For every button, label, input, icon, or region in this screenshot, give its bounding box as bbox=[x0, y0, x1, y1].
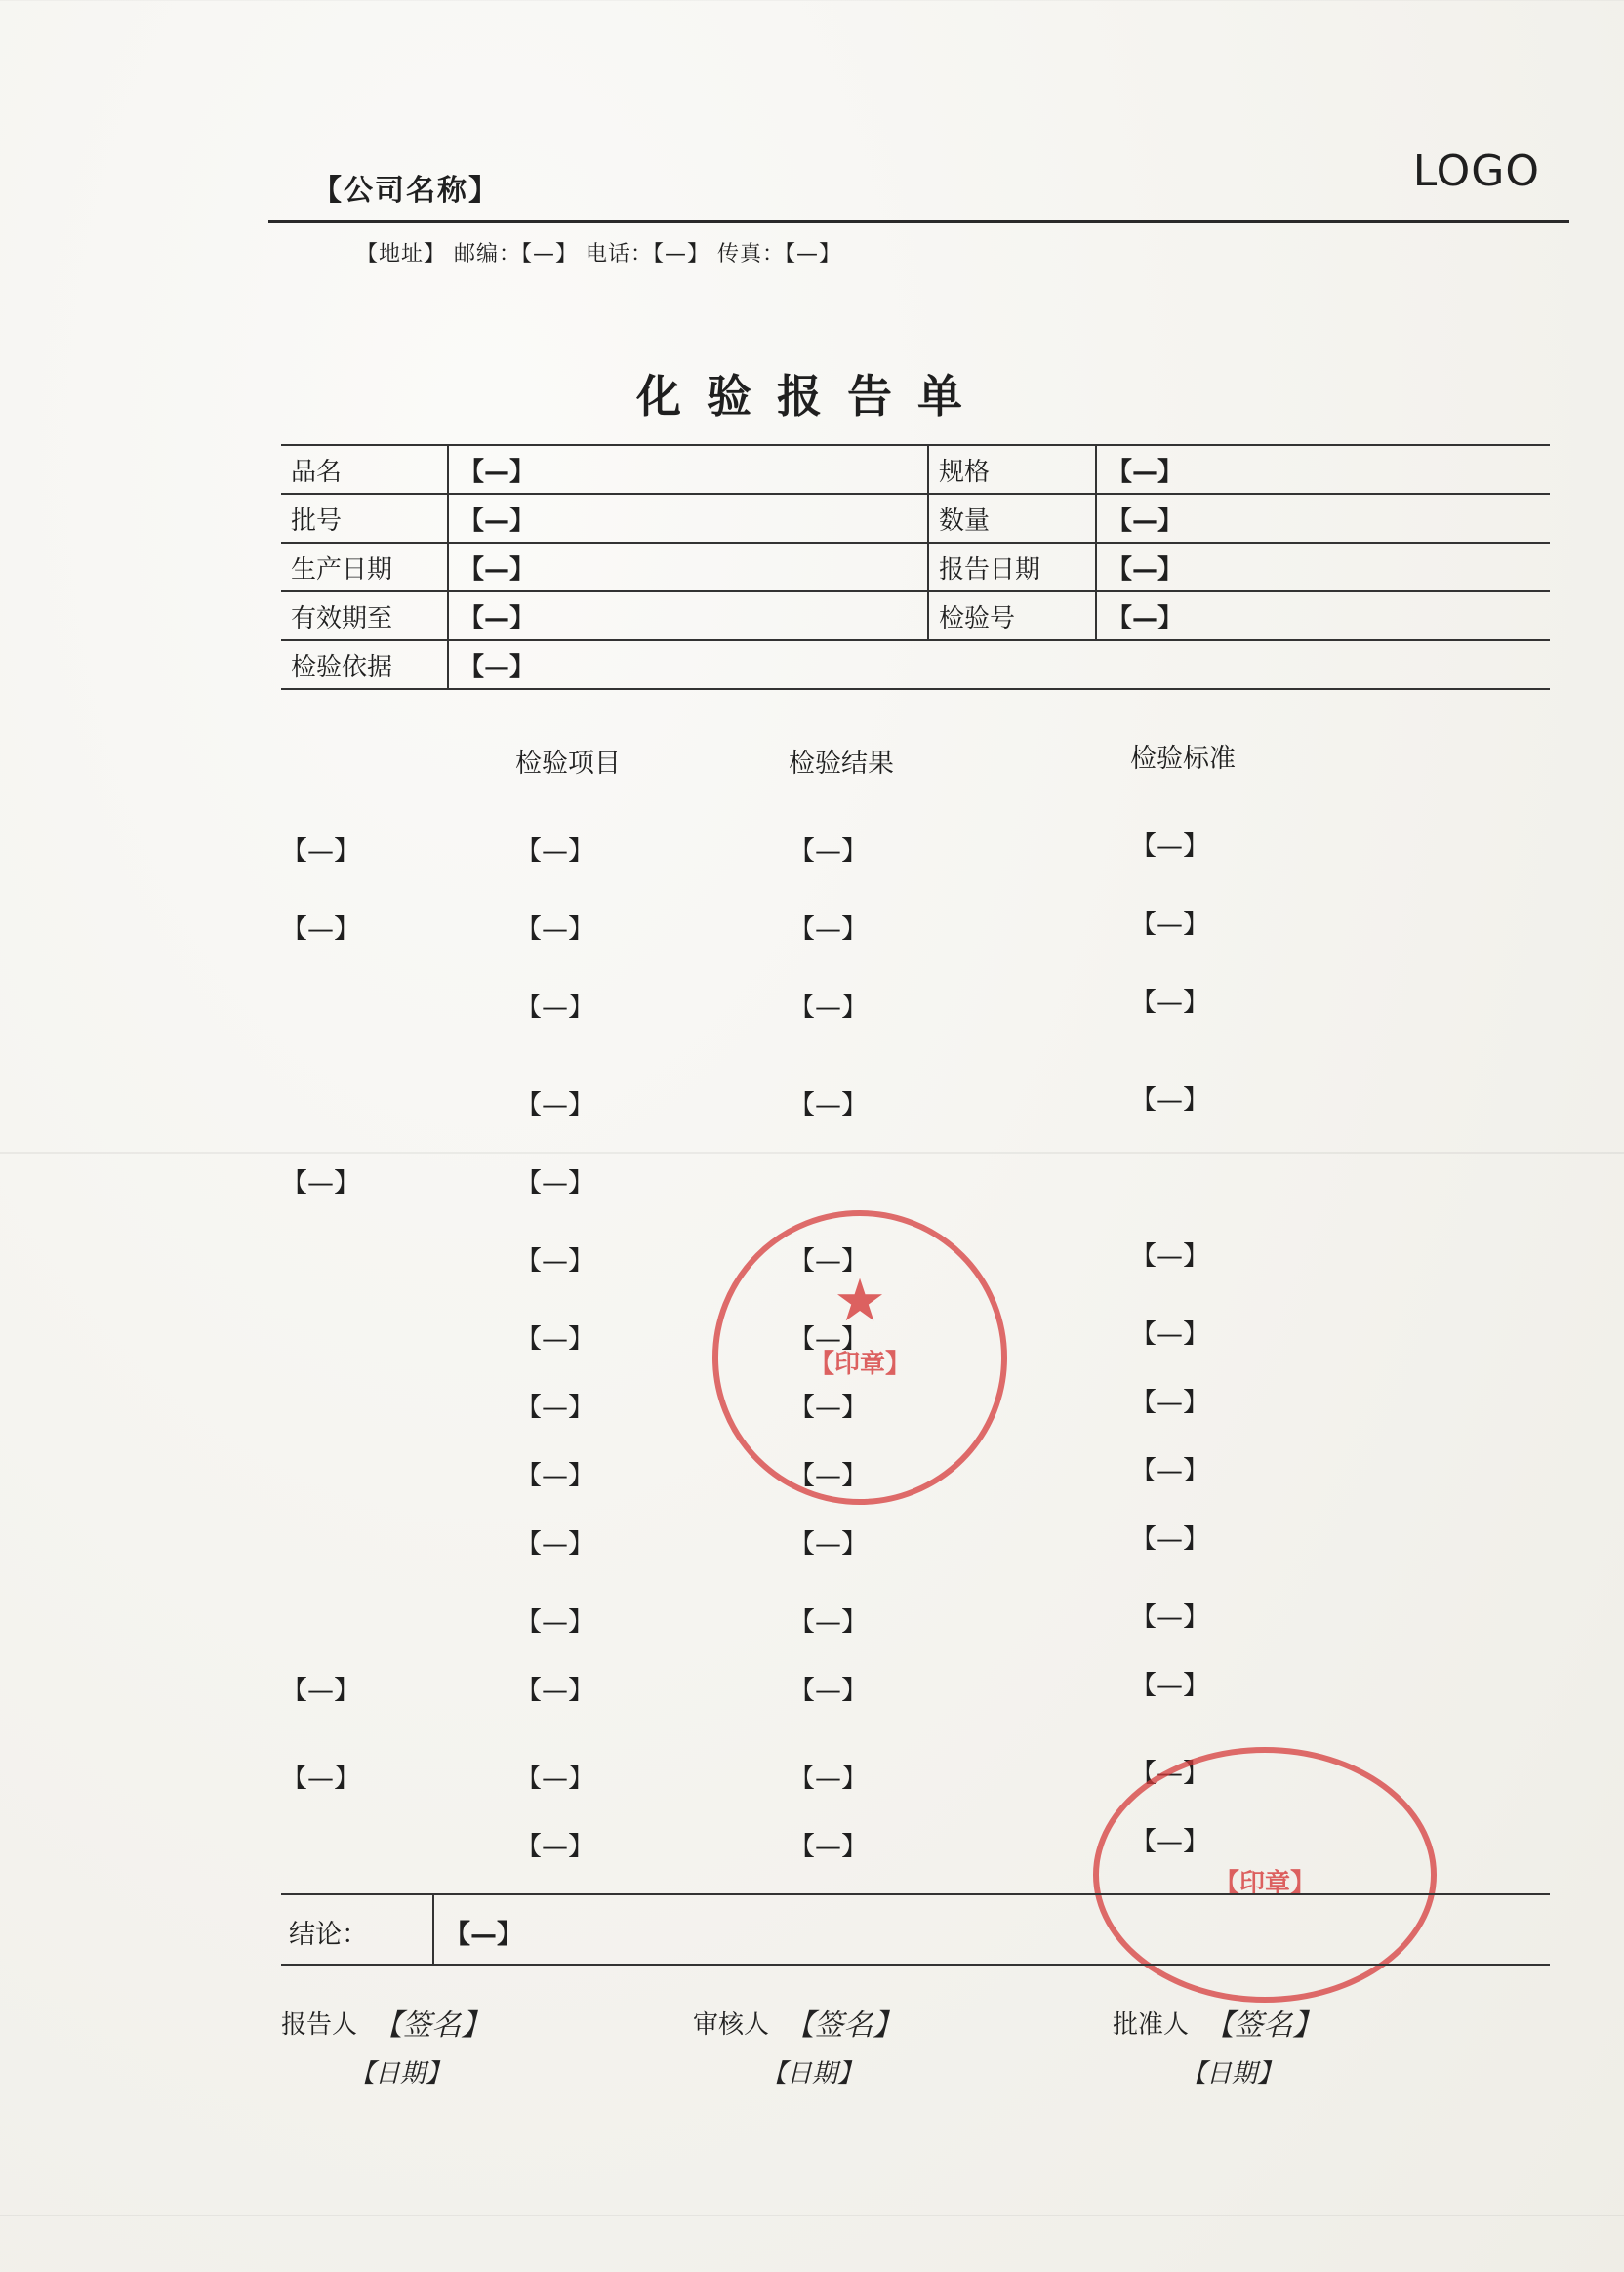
result-item: 【—】 bbox=[515, 1393, 594, 1423]
meta-value: 【—】 bbox=[1096, 543, 1550, 591]
result-standard: 【—】 bbox=[1130, 988, 1209, 1018]
meta-row bbox=[281, 445, 1550, 494]
meta-key: 报告日期 bbox=[928, 543, 1096, 591]
conclusion-text: 【—】 bbox=[432, 1895, 523, 1964]
header-result: 检验结果 bbox=[789, 749, 894, 779]
approver-signature bbox=[1113, 2001, 1321, 2089]
reporter-signature-date: 【日期】 bbox=[349, 2059, 452, 2089]
company-logo: LOGO bbox=[1412, 146, 1540, 196]
seal-star-icon: ★ bbox=[833, 1267, 886, 1336]
result-standard: 【—】 bbox=[1130, 1759, 1209, 1789]
meta-value: 【—】 bbox=[448, 445, 928, 494]
result-value: 【—】 bbox=[789, 1246, 868, 1277]
company-name: 【公司名称】 bbox=[312, 174, 500, 208]
result-item: 【—】 bbox=[515, 1764, 594, 1794]
reporter-signature-name: 【签名】 bbox=[373, 2008, 491, 2043]
meta-row bbox=[281, 543, 1550, 591]
meta-value: 【—】 bbox=[448, 543, 928, 591]
approver-label: 批准人 bbox=[1113, 2009, 1190, 2040]
conclusion-row bbox=[281, 1893, 1550, 1966]
result-value: 【—】 bbox=[789, 1324, 868, 1355]
meta-value: 【—】 bbox=[1096, 445, 1550, 494]
result-standard: 【—】 bbox=[1130, 1603, 1209, 1633]
result-standard: 【—】 bbox=[1130, 1388, 1209, 1418]
result-item: 【—】 bbox=[515, 1529, 594, 1560]
result-value: 【—】 bbox=[789, 1461, 868, 1491]
result-value: 【—】 bbox=[789, 1764, 868, 1794]
result-value: 【—】 bbox=[789, 836, 868, 867]
fold-crease bbox=[0, 1152, 1624, 1154]
meta-key: 有效期至 bbox=[281, 591, 448, 640]
meta-key: 检验依据 bbox=[281, 640, 448, 689]
meta-row bbox=[281, 591, 1550, 640]
report-meta-table bbox=[281, 444, 1550, 690]
meta-key: 规格 bbox=[928, 445, 1096, 494]
seal-text: 【印章】 bbox=[808, 1349, 911, 1379]
result-value: 【—】 bbox=[789, 1529, 868, 1560]
result-item: 【—】 bbox=[515, 1607, 594, 1638]
meta-value: 【—】 bbox=[1096, 591, 1550, 640]
header-item: 检验项目 bbox=[515, 749, 621, 779]
header-standard: 检验标准 bbox=[1130, 744, 1236, 774]
reporter-signature bbox=[281, 2001, 490, 2089]
result-standard: 【—】 bbox=[1130, 1827, 1209, 1857]
result-item: 【—】 bbox=[515, 1090, 594, 1120]
result-standard: 【—】 bbox=[1130, 1671, 1209, 1701]
result-category: 【—】 bbox=[281, 1764, 360, 1794]
result-value: 【—】 bbox=[789, 1832, 868, 1862]
result-category: 【—】 bbox=[281, 914, 360, 945]
document-title: 化验报告单 bbox=[636, 370, 988, 423]
result-item: 【—】 bbox=[515, 1461, 594, 1491]
approver-signature-date: 【日期】 bbox=[1181, 2059, 1283, 2089]
meta-key: 检验号 bbox=[928, 591, 1096, 640]
result-category: 【—】 bbox=[281, 1168, 360, 1198]
meta-key: 生产日期 bbox=[281, 543, 448, 591]
result-standard: 【—】 bbox=[1130, 910, 1209, 940]
result-category: 【—】 bbox=[281, 836, 360, 867]
meta-key: 品名 bbox=[281, 445, 448, 494]
fold-crease bbox=[0, 2215, 1624, 2216]
result-category: 【—】 bbox=[281, 1676, 360, 1706]
reviewer-signature-name: 【签名】 bbox=[785, 2008, 903, 2043]
result-standard: 【—】 bbox=[1130, 1241, 1209, 1272]
reporter-label: 报告人 bbox=[281, 2009, 358, 2040]
reviewer-label: 审核人 bbox=[693, 2009, 770, 2040]
meta-value: 【—】 bbox=[448, 591, 928, 640]
result-item: 【—】 bbox=[515, 1676, 594, 1706]
result-standard: 【—】 bbox=[1130, 1085, 1209, 1116]
meta-key: 数量 bbox=[928, 494, 1096, 543]
company-seal bbox=[712, 1210, 1007, 1505]
reviewer-signature-date: 【日期】 bbox=[761, 2059, 864, 2089]
result-value: 【—】 bbox=[789, 1090, 868, 1120]
result-value: 【—】 bbox=[789, 1676, 868, 1706]
header-rule bbox=[268, 220, 1569, 223]
result-item: 【—】 bbox=[515, 1832, 594, 1862]
seal-text: 【印章】 bbox=[1213, 1868, 1316, 1898]
result-item: 【—】 bbox=[515, 1246, 594, 1277]
approver-signature-name: 【签名】 bbox=[1204, 2008, 1322, 2043]
result-standard: 【—】 bbox=[1130, 1456, 1209, 1486]
result-item: 【—】 bbox=[515, 1324, 594, 1355]
result-item: 【—】 bbox=[515, 993, 594, 1023]
meta-row bbox=[281, 494, 1550, 543]
result-standard: 【—】 bbox=[1130, 832, 1209, 862]
result-value: 【—】 bbox=[789, 1393, 868, 1423]
result-item: 【—】 bbox=[515, 836, 594, 867]
result-item: 【—】 bbox=[515, 1168, 594, 1198]
meta-row-basis bbox=[281, 640, 1550, 689]
reviewer-signature bbox=[693, 2001, 902, 2089]
meta-key: 批号 bbox=[281, 494, 448, 543]
result-value: 【—】 bbox=[789, 1607, 868, 1638]
meta-value: 【—】 bbox=[448, 494, 928, 543]
meta-value: 【—】 bbox=[1096, 494, 1550, 543]
meta-value: 【—】 bbox=[448, 640, 1550, 689]
result-standard: 【—】 bbox=[1130, 1319, 1209, 1350]
company-contact: 【地址】 邮编：【—】 电话：【—】 传真：【—】 bbox=[356, 242, 841, 266]
result-value: 【—】 bbox=[789, 993, 868, 1023]
result-item: 【—】 bbox=[515, 914, 594, 945]
conclusion-label: 结论： bbox=[289, 1920, 368, 1950]
result-value: 【—】 bbox=[789, 914, 868, 945]
result-standard: 【—】 bbox=[1130, 1524, 1209, 1555]
